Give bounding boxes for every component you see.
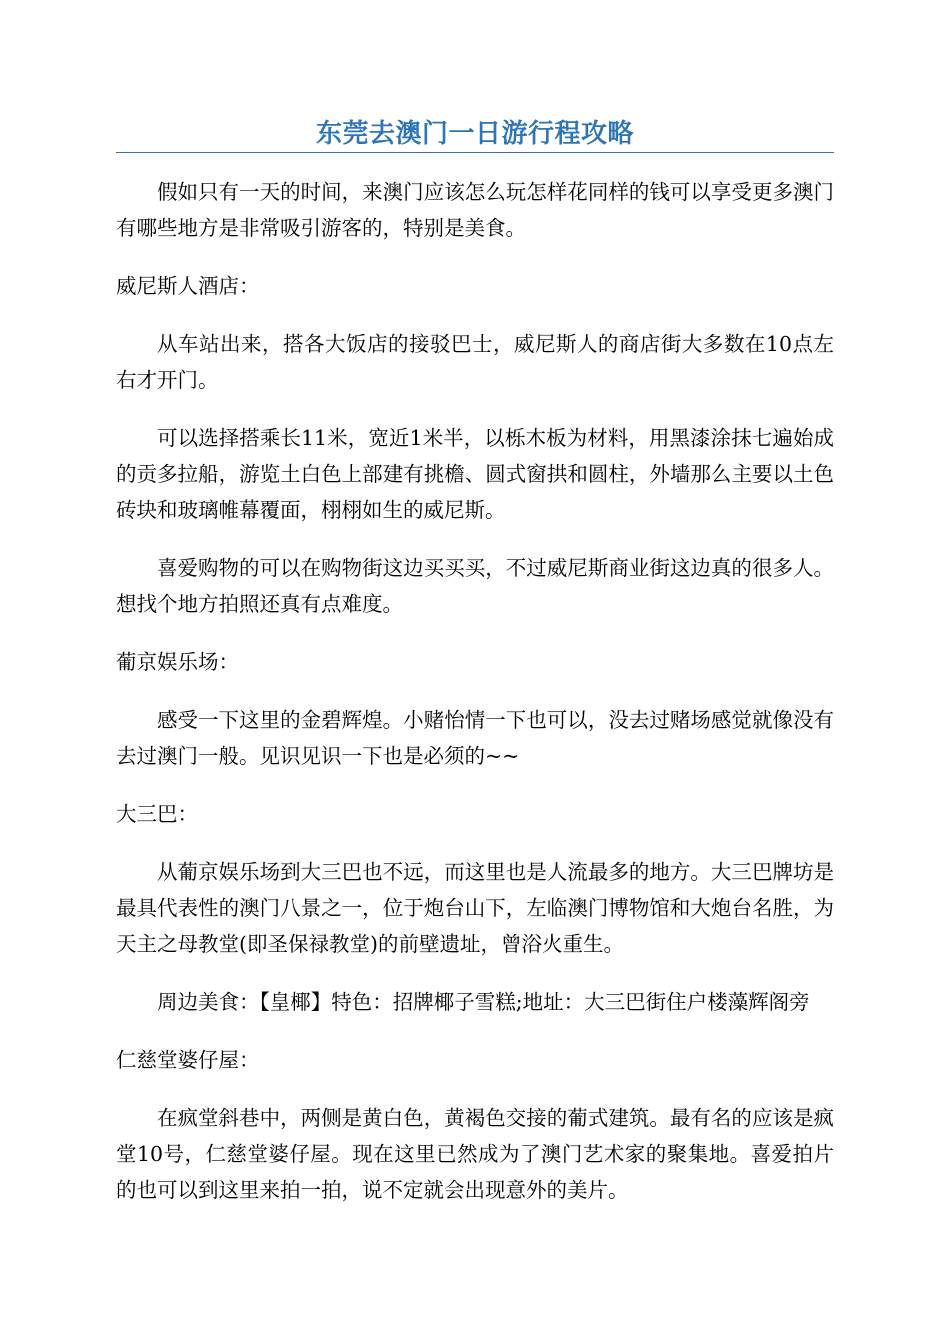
lisboa-paragraph: 感受一下这里的金碧辉煌。小赌怡情一下也可以，没去过赌场感觉就像没有去过澳门一般。见识见识一下也是必须的~~ (116, 708, 834, 768)
section-heading-venetian: 威尼斯人酒店： (116, 274, 260, 298)
section-heading-old-ladies-house: 仁慈堂婆仔屋： (116, 1048, 260, 1072)
venetian-paragraph-gondola: 可以选择搭乘长11米，宽近1米半，以栎木板为材料，用黑漆涂抹七遍始成的贡多拉船，游览土白色上部建有挑檐、圆式窗拱和圆柱，外墙那么主要以土色砖块和玻璃帷幕覆面，栩栩如生的威尼斯。 (116, 426, 834, 522)
old-ladies-house-paragraph: 在疯堂斜巷中，两侧是黄白色，黄褐色交接的葡式建筑。最有名的应该是疯堂10号，仁慈堂婆仔屋。现在这里已然成为了澳门艺术家的聚集地。喜爱拍片的也可以到这里来拍一拍，说不定就会出现意外的美片。 (116, 1106, 834, 1202)
intro-paragraph: 假如只有一天的时间，来澳门应该怎么玩怎样花同样的钱可以享受更多澳门有哪些地方是非常吸引游客的，特别是美食。 (116, 180, 834, 240)
section-heading-ruins-st-paul: 大三巴： (116, 802, 198, 826)
venetian-paragraph-shopping: 喜爱购物的可以在购物街这边买买买，不过威尼斯商业街这边真的很多人。想找个地方拍照还真有点难度。 (116, 556, 834, 616)
title-underline-rule (116, 152, 834, 153)
document-title: 东莞去澳门一日游行程攻略 (315, 119, 634, 149)
section-heading-lisboa: 葡京娱乐场： (116, 650, 239, 674)
document-page (116, 0, 834, 1230)
ruins-food-paragraph: 周边美食：【皇椰】特色：招牌椰子雪糕;地址：大三巴街住户楼藻辉阁旁 (157, 990, 810, 1014)
venetian-paragraph-shuttle: 从车站出来，搭各大饭店的接驳巴士，威尼斯人的商店街大多数在10点左右才开门。 (116, 332, 834, 392)
ruins-paragraph: 从葡京娱乐场到大三巴也不远，而这里也是人流最多的地方。大三巴牌坊是最具代表性的澳门八景之一，位于炮台山下，左临澳门博物馆和大炮台名胜，为天主之母教堂(即圣保禄教堂)的前壁遗址，曾浴火重生。 (116, 860, 834, 956)
